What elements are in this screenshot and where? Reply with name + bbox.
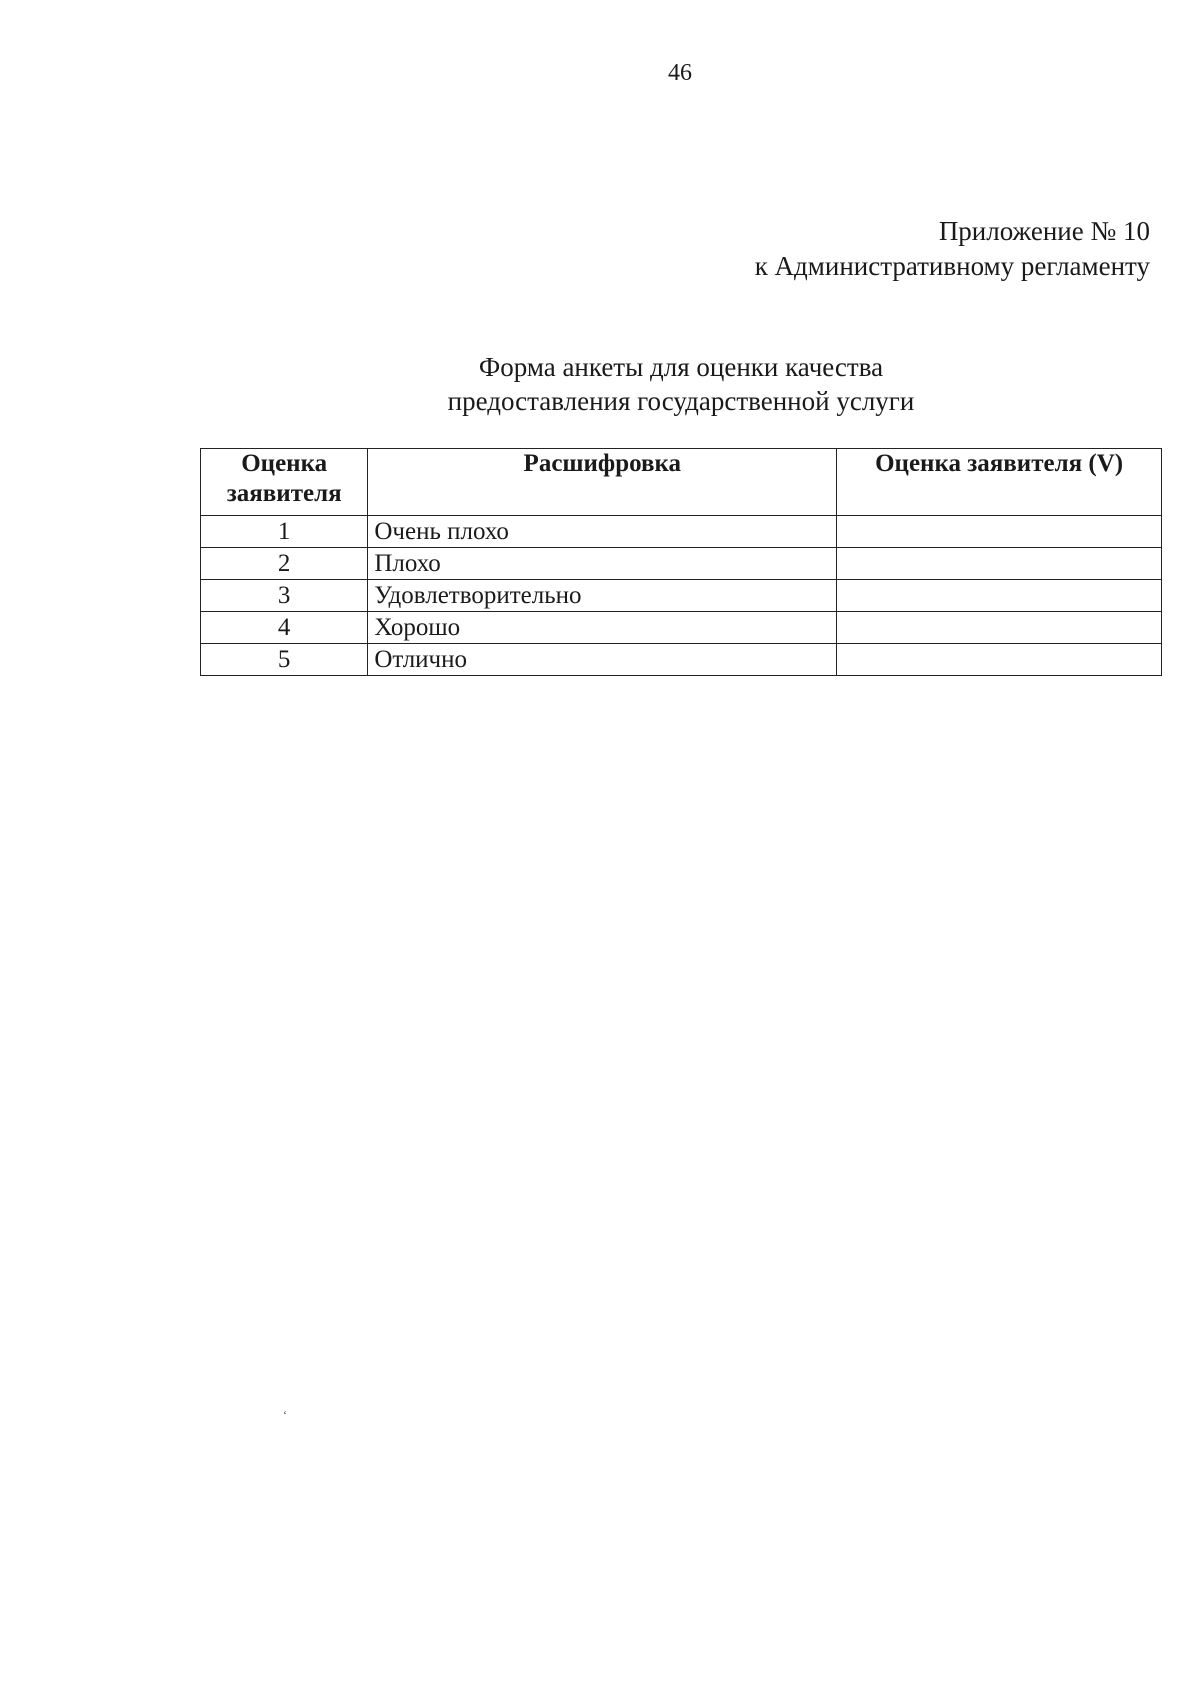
row-description: Очень плохо	[368, 516, 837, 548]
appendix-regulation: к Административному регламенту	[754, 251, 1150, 281]
survey-table	[200, 448, 1162, 676]
appendix-reference	[755, 214, 1150, 284]
table-row	[201, 580, 1162, 612]
row-score: 1	[201, 516, 368, 548]
header-mark: Оценка заявителя (V)	[837, 449, 1162, 516]
row-description: Хорошо	[368, 612, 837, 644]
table-header-row	[201, 449, 1162, 516]
scan-speck: ʻ	[283, 1408, 287, 1422]
table-row	[201, 644, 1162, 676]
row-mark-cell[interactable]	[837, 580, 1162, 612]
form-title-line-1: Форма анкеты для оценки качества	[478, 352, 884, 382]
row-mark-cell[interactable]	[837, 612, 1162, 644]
row-mark-cell[interactable]	[837, 548, 1162, 580]
row-score: 4	[201, 612, 368, 644]
row-score: 5	[201, 644, 368, 676]
row-mark-cell[interactable]	[837, 516, 1162, 548]
row-description: Плохо	[368, 548, 837, 580]
form-title-line-2: предоставления государственной услуги	[447, 386, 915, 416]
header-score: Оценка заявителя	[201, 449, 368, 516]
row-mark-cell[interactable]	[837, 644, 1162, 676]
form-title	[200, 350, 1162, 418]
row-description: Отлично	[368, 644, 837, 676]
table-row	[201, 612, 1162, 644]
page-number: 46	[668, 60, 692, 86]
header-description: Расшифровка	[368, 449, 837, 516]
table-row	[201, 548, 1162, 580]
row-description: Удовлетворительно	[368, 580, 837, 612]
table-row	[201, 516, 1162, 548]
row-score: 3	[201, 580, 368, 612]
appendix-number: Приложение № 10	[938, 216, 1150, 246]
row-score: 2	[201, 548, 368, 580]
